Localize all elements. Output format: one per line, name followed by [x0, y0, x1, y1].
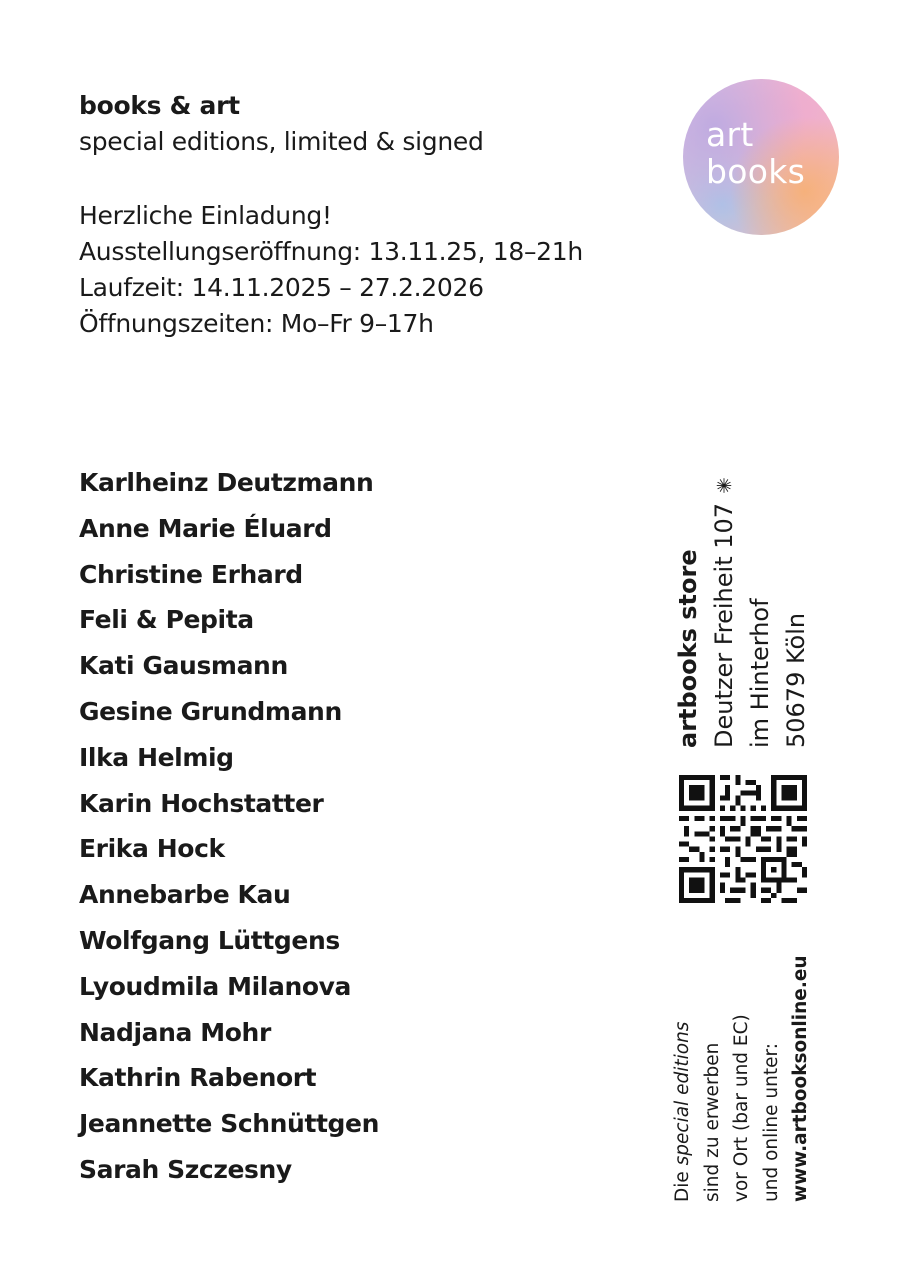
burst-icon: [710, 478, 738, 493]
invitation-text: Herzliche Einladung!: [79, 201, 332, 230]
special-editions-italic: special editions: [672, 1021, 693, 1166]
artist-name: Wolfgang Lüttgens: [79, 925, 340, 955]
artist-name: Annebarbe Kau: [79, 880, 291, 910]
info-line-1: Die special editions: [672, 1021, 693, 1202]
info-line-4: und online unter:: [760, 1043, 782, 1202]
duration-text: Laufzeit: 14.11.2025 – 27.2.2026: [79, 273, 484, 302]
header-block: [79, 88, 639, 342]
info-line-2: sind zu erwerben: [701, 1042, 723, 1202]
store-address: [670, 478, 814, 748]
store-name: artbooks store: [674, 549, 702, 748]
artist-name: Sarah Szczesny: [79, 1154, 292, 1184]
artist-name: Karin Hochstatter: [79, 788, 324, 818]
store-street: Deutzer Freiheit 107: [710, 502, 738, 748]
logo-line-art: art: [706, 115, 754, 154]
artist-name: Jeannette Schnüttgen: [79, 1109, 380, 1139]
artist-name: Gesine Grundmann: [79, 696, 342, 726]
logo-line-books: books: [706, 152, 806, 191]
info-line-3: vor Ort (bar und EC): [731, 1014, 752, 1202]
artist-name: Anne Marie Éluard: [79, 513, 332, 543]
artist-list: [79, 460, 579, 1193]
artist-name: Karlheinz Deutzmann: [79, 468, 374, 497]
artist-name: Erika Hock: [79, 834, 225, 864]
qr-code[interactable]: [679, 775, 807, 903]
headline-title: books & art: [79, 91, 240, 120]
artist-name: Ilka Helmig: [79, 742, 234, 772]
artist-name: Kati Gausmann: [79, 651, 288, 681]
artist-name: Christine Erhard: [79, 559, 303, 589]
artist-name: Nadjana Mohr: [79, 1017, 271, 1047]
purchase-info: [668, 902, 816, 1202]
website-link[interactable]: www.artbooksonline.eu: [790, 955, 811, 1202]
artist-name: Lyoudmila Milanova: [79, 971, 351, 1001]
opening-text: Ausstellungseröffnung: 13.11.25, 18–21h: [79, 237, 583, 266]
headline-subtitle: special editions, limited & signed: [79, 127, 484, 156]
store-courtyard: im Hinterhof: [746, 598, 774, 748]
opening-hours-text: Öffnungszeiten: Mo–Fr 9–17h: [79, 309, 434, 338]
store-city: 50679 Köln: [782, 612, 810, 748]
artist-name: Kathrin Rabenort: [79, 1063, 317, 1093]
artbooks-logo: [683, 79, 839, 235]
artist-name: Feli & Pepita: [79, 605, 254, 635]
